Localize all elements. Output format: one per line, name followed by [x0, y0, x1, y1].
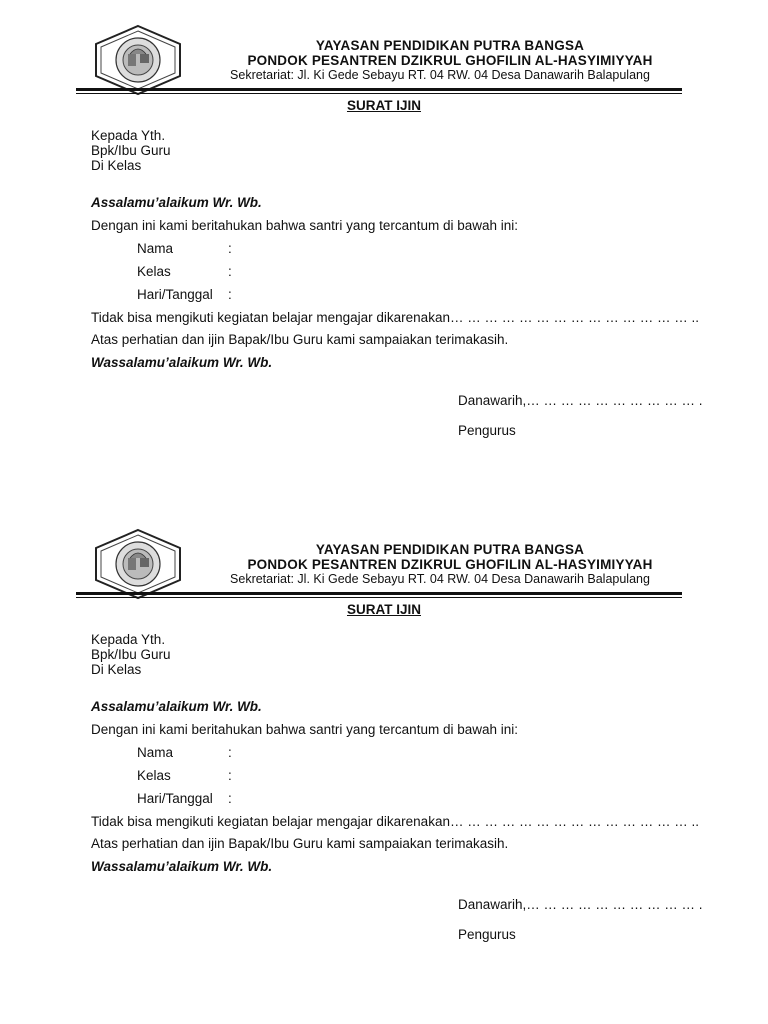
- reason-text: Tidak bisa mengikuti kegiatan belajar mengajar dikarenakan… … … … … … … … … … … … … … ..: [91, 310, 699, 325]
- field-colon-nama: :: [228, 241, 232, 256]
- closing-text: Atas perhatian dan ijin Bapak/Ibu Guru kami sampaiakan terimakasih.: [91, 332, 509, 347]
- closing-greeting: Wassalamu’alaikum Wr. Wb.: [91, 859, 273, 874]
- place-date: Danawarih,… … … … … … … … … … .: [458, 393, 703, 408]
- foundation-name: YAYASAN PENDIDIKAN PUTRA BANGSA: [315, 542, 585, 557]
- field-label-nama: Nama: [137, 745, 174, 760]
- field-label-hari-tanggal: Hari/Tanggal: [137, 791, 213, 806]
- addressee-line-3: Di Kelas: [91, 662, 142, 677]
- opening-greeting: Assalamu’alaikum Wr. Wb.: [91, 699, 262, 714]
- field-label-hari-tanggal: Hari/Tanggal: [137, 287, 213, 302]
- letter-title: SURAT IJIN: [346, 602, 421, 617]
- addressee-line-1: Kepada Yth.: [91, 128, 166, 143]
- school-name: PONDOK PESANTREN DZIKRUL GHOFILIN AL-HASYIMIYYAH: [247, 53, 653, 68]
- addressee-line-2: Bpk/Ibu Guru: [91, 647, 171, 662]
- letterhead-rule-thick: [76, 88, 682, 91]
- letter-top: [0, 0, 768, 504]
- letter-title: SURAT IJIN: [346, 98, 421, 113]
- field-colon-nama: :: [228, 745, 232, 760]
- addressee-line-1: Kepada Yth.: [91, 632, 166, 647]
- signatory: Pengurus: [458, 927, 516, 942]
- field-colon-kelas: :: [228, 264, 232, 279]
- pesantren-logo-icon: [92, 24, 184, 96]
- addressee-line-3: Di Kelas: [91, 158, 142, 173]
- addressee-line-2: Bpk/Ibu Guru: [91, 143, 171, 158]
- opening-greeting: Assalamu’alaikum Wr. Wb.: [91, 195, 262, 210]
- field-colon-hari-tanggal: :: [228, 791, 232, 806]
- field-label-nama: Nama: [137, 241, 174, 256]
- school-name: PONDOK PESANTREN DZIKRUL GHOFILIN AL-HASYIMIYYAH: [247, 557, 653, 572]
- secretariat-address: Sekretariat: Jl. Ki Gede Sebayu RT. 04 RW. 04 Desa Danawarih Balapulang: [230, 572, 650, 586]
- pesantren-logo-icon: [92, 528, 184, 600]
- field-colon-kelas: :: [228, 768, 232, 783]
- intro-text: Dengan ini kami beritahukan bahwa santri yang tercantum di bawah ini:: [91, 218, 518, 233]
- closing-text: Atas perhatian dan ijin Bapak/Ibu Guru kami sampaiakan terimakasih.: [91, 836, 509, 851]
- secretariat-address: Sekretariat: Jl. Ki Gede Sebayu RT. 04 RW. 04 Desa Danawarih Balapulang: [230, 68, 650, 82]
- letterhead-rule-thick: [76, 592, 682, 595]
- reason-text: Tidak bisa mengikuti kegiatan belajar mengajar dikarenakan… … … … … … … … … … … … … … ..: [91, 814, 699, 829]
- field-label-kelas: Kelas: [137, 264, 171, 279]
- closing-greeting: Wassalamu’alaikum Wr. Wb.: [91, 355, 273, 370]
- field-colon-hari-tanggal: :: [228, 287, 232, 302]
- signatory: Pengurus: [458, 423, 516, 438]
- intro-text: Dengan ini kami beritahukan bahwa santri yang tercantum di bawah ini:: [91, 722, 518, 737]
- letterhead-rule-thin: [76, 597, 682, 598]
- foundation-name: YAYASAN PENDIDIKAN PUTRA BANGSA: [315, 38, 585, 53]
- letterhead-rule-thin: [76, 93, 682, 94]
- field-label-kelas: Kelas: [137, 768, 171, 783]
- letter-bottom: [0, 504, 768, 1008]
- place-date: Danawarih,… … … … … … … … … … .: [458, 897, 703, 912]
